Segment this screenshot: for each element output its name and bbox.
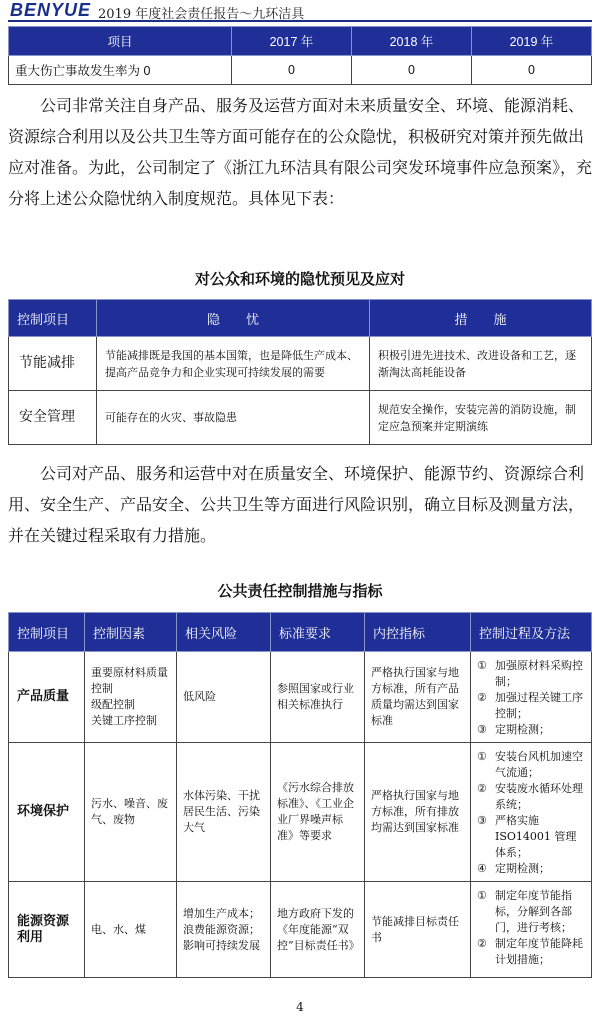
header-cell: 2019 年 (472, 27, 592, 56)
table-row (9, 652, 592, 743)
table-row (9, 743, 592, 882)
process-step (477, 781, 585, 813)
step-number: ③ (477, 814, 487, 827)
section-title-concerns: 对公众和环境的隐忧预见及应对 (194, 270, 405, 288)
header-cell: 控制因素 (85, 613, 177, 652)
header-cell: 隐 忧 (97, 300, 370, 337)
factor-cell: 电、水、煤 (85, 882, 177, 978)
intro-paragraph: 公司非常关注自身产品、服务及运营方面对未来质量安全、环境、能源消耗、资源综合利用以及公共卫生等方面可能存在的公众隐忧，积极研究对策并预先做出应对准备。为此，公司制定了《浙江九环洁具有限公司突发环境事件应急预案》，充分将上述公众隐忧纳入制度规范。具体见下表： (8, 96, 593, 208)
process-step (477, 658, 585, 690)
step-text: 安装台风机加速空气流通； (495, 750, 583, 779)
step-text: 制定年度节能指标，分解到各部门，进行考核； (495, 889, 572, 934)
standard-cell: 《污水综合排放标准》、《工业企业厂界噪声标准》等要求 (271, 743, 365, 882)
measure-cell: 积极引进先进技术、改进设备和工艺，逐渐淘汰高耗能设备 (370, 337, 592, 391)
process-cell (471, 882, 592, 978)
step-text: 加强过程关键工序控制； (495, 691, 583, 720)
concern-cell: 可能存在的火灾、事故隐患 (97, 391, 370, 445)
step-number: ② (477, 937, 487, 950)
process-step (477, 690, 585, 722)
control-item: 环境保护 (9, 743, 85, 882)
table-row (9, 391, 592, 445)
process-cell (471, 652, 592, 743)
header-cell: 2018 年 (352, 27, 472, 56)
report-title: 2019 年度社会责任报告～九环洁具 (98, 7, 305, 22)
table-header-row (9, 300, 592, 337)
risk-paragraph: 公司对产品、服务和运营中对在质量安全、环境保护、能源节约、资源综合利用、安全生产、产品安全、公共卫生等方面进行风险识别，确立目标及测量方法，并在关键过程采取有力措施。 (8, 464, 585, 545)
header-cell: 相关风险 (177, 613, 271, 652)
step-text: 制定年度节能降耗计划措施； (495, 937, 583, 966)
step-text: 定期检测； (495, 723, 550, 736)
accident-rate-table (8, 26, 592, 85)
value-cell: 0 (352, 56, 472, 85)
page-header (8, 0, 592, 22)
indicator-cell: 严格执行国家与地方标准，所有产品质量均需达到国家标准 (365, 652, 471, 743)
step-number: ④ (477, 862, 487, 875)
step-text: 安装废水循环处理系统； (495, 782, 583, 811)
step-number: ① (477, 659, 487, 672)
table-row (9, 882, 592, 978)
step-number: ② (477, 782, 487, 795)
process-step (477, 749, 585, 781)
risk-cell: 低风险 (177, 652, 271, 743)
header-cell: 控制过程及方法 (471, 613, 592, 652)
step-number: ① (477, 889, 487, 902)
step-text: 定期检测； (495, 862, 550, 875)
standard-cell: 参照国家或行业相关标准执行 (271, 652, 365, 743)
page-number: 4 (296, 1000, 304, 1014)
table-row (9, 337, 592, 391)
value-cell: 0 (232, 56, 352, 85)
standard-cell: 地方政府下发的《年度能源“双控”目标责任书》 (271, 882, 365, 978)
control-item: 安全管理 (9, 391, 97, 445)
header-cell: 内控指标 (365, 613, 471, 652)
value-cell: 0 (472, 56, 592, 85)
header-cell: 2017 年 (232, 27, 352, 56)
measure-cell: 规范安全操作，安装完善的消防设施，制定应急预案并定期演练 (370, 391, 592, 445)
control-item: 产品质量 (9, 652, 85, 743)
table-row (9, 56, 592, 85)
header-cell: 标准要求 (271, 613, 365, 652)
process-step (477, 813, 585, 861)
header-cell: 控制项目 (9, 613, 85, 652)
header-cell: 措 施 (370, 300, 592, 337)
indicator-cell: 节能减排目标责任书 (365, 882, 471, 978)
table-header-row (9, 27, 592, 56)
factor-cell: 污水、噪音、废气、废物 (85, 743, 177, 882)
step-number: ③ (477, 723, 487, 736)
indicator-cell: 严格执行国家与地方标准，所有排放均需达到国家标准 (365, 743, 471, 882)
process-step (477, 861, 585, 877)
control-item: 节能减排 (9, 337, 97, 391)
header-cell: 项目 (9, 27, 232, 56)
step-text: 加强原材料采购控制； (495, 659, 583, 688)
company-logo: BENYUE (10, 0, 92, 20)
process-step (477, 936, 585, 968)
control-item: 能源资源利用 (9, 882, 85, 978)
header-cell: 控制项目 (9, 300, 97, 337)
header-divider (8, 20, 592, 22)
section-title-measures: 公共责任控制措施与指标 (217, 582, 383, 600)
step-number: ② (477, 691, 487, 704)
factor-cell: 重要原材料质量控制 级配控制 关键工序控制 (85, 652, 177, 743)
risk-cell: 水体污染、干扰居民生活、污染大气 (177, 743, 271, 882)
process-cell (471, 743, 592, 882)
table-header-row (9, 613, 592, 652)
concerns-table (8, 299, 592, 445)
risk-cell: 增加生产成本；浪费能源资源；影响可持续发展 (177, 882, 271, 978)
concern-cell: 节能减排既是我国的基本国策，也是降低生产成本、提高产品竞争力和企业实现可持续发展的需要 (97, 337, 370, 391)
step-text: 严格实施 ISO14001 管理体系； (495, 814, 577, 859)
process-step (477, 722, 585, 738)
step-number: ① (477, 750, 487, 763)
row-label: 重大伤亡事故发生率为 0 (9, 56, 232, 85)
responsibility-table (8, 612, 592, 978)
process-step (477, 888, 585, 936)
